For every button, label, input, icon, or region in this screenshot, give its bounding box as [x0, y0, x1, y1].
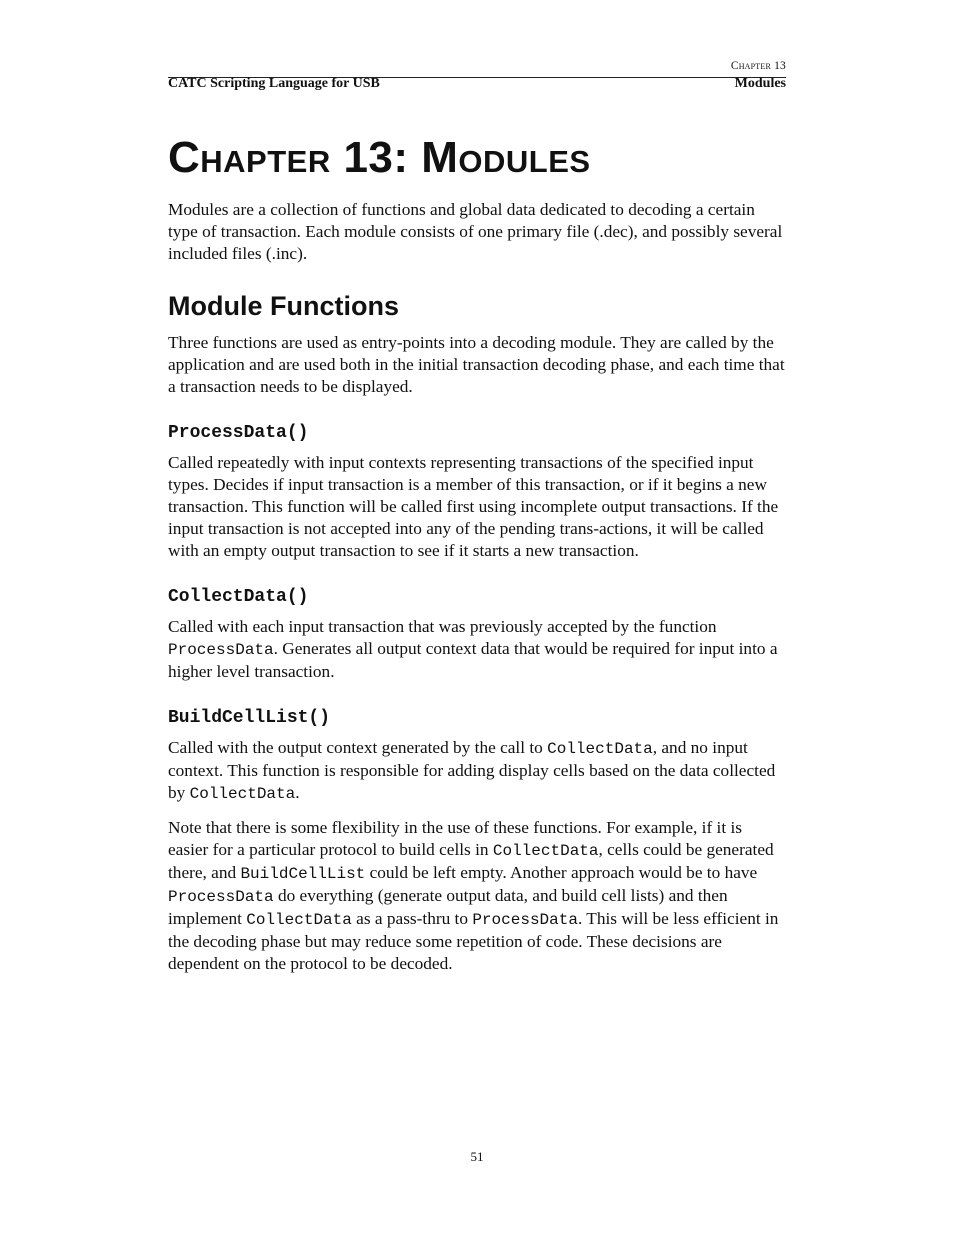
header-section-title: Modules	[734, 76, 786, 91]
code-run: BuildCellList	[240, 865, 366, 883]
header-chapter-label: Chapter 13	[730, 60, 786, 72]
text-run: Called with the output context generated by the call to	[168, 738, 548, 757]
text-run: .	[295, 783, 300, 802]
text-run: . Generates all output context data that would be required for input into a higher level transaction.	[168, 639, 778, 681]
text-run: do everything (generate output data, and build cell lists) and then implement	[168, 886, 728, 928]
section-heading-module-functions: Module Functions	[168, 291, 399, 321]
chapter-intro-paragraph: Modules are a collection of functions and global data dedicated to decoding a certain type of transaction. Each module consists of one primary file (.dec), and possibly several included files (.inc).	[168, 200, 783, 263]
chapter-title: Chapter 13: Modules	[168, 133, 591, 182]
code-run: CollectData	[547, 740, 653, 758]
section-intro-paragraph: Three functions are used as entry-points into a decoding module. They are called by the application and are used both in the initial transaction decoding phase, and each time that a transaction needs to be displayed.	[168, 333, 785, 396]
code-run: ProcessData	[472, 911, 578, 929]
subheading-collectdata: CollectData()	[168, 587, 309, 607]
code-run: CollectData	[492, 842, 599, 860]
code-run: ProcessData	[168, 641, 274, 659]
collectdata-paragraph	[168, 616, 786, 683]
text-run: , cells could be generated there, and	[168, 840, 774, 882]
header-book-title: CATC Scripting Language for USB	[168, 76, 380, 91]
text-run: Called with each input transaction that was previously accepted by the function	[168, 617, 717, 636]
page	[168, 60, 786, 975]
processdata-paragraph: Called repeatedly with input contexts representing transactions of the specified input types. Decides if input transaction is a member of this transaction, or if it begins a new transaction. This function will be called first using incomplete output transactions. If the input transaction is not accepted into any of the pending trans-actions, it will be called with an empty output transaction to see if it starts a new transaction.	[168, 453, 779, 560]
text-run: could be left empty. Another approach would be to have	[365, 863, 758, 882]
text-run: Note that there is some flexibility in the use of these functions. For example, if it is easier for a particular protocol to build cells in	[168, 818, 743, 859]
code-run: ProcessData	[168, 888, 274, 906]
subheading-processdata: ProcessData()	[168, 423, 309, 443]
buildcelllist-paragraph	[168, 737, 786, 805]
note-paragraph	[168, 817, 786, 975]
text-run: as a pass-thru to	[351, 909, 473, 928]
code-run: CollectData	[246, 911, 352, 929]
text-run: , and no input context. This function is responsible for adding display cells based on the data collected by	[168, 738, 776, 802]
subheading-buildcelllist: BuildCellList()	[168, 708, 331, 728]
running-header	[168, 60, 786, 93]
code-run: CollectData	[189, 785, 296, 803]
text-run: . This will be less efficient in the decoding phase but may reduce some repetition of code. These decisions are dependent on the protocol to be decoded.	[168, 909, 779, 973]
page-number: 51	[470, 1149, 484, 1164]
